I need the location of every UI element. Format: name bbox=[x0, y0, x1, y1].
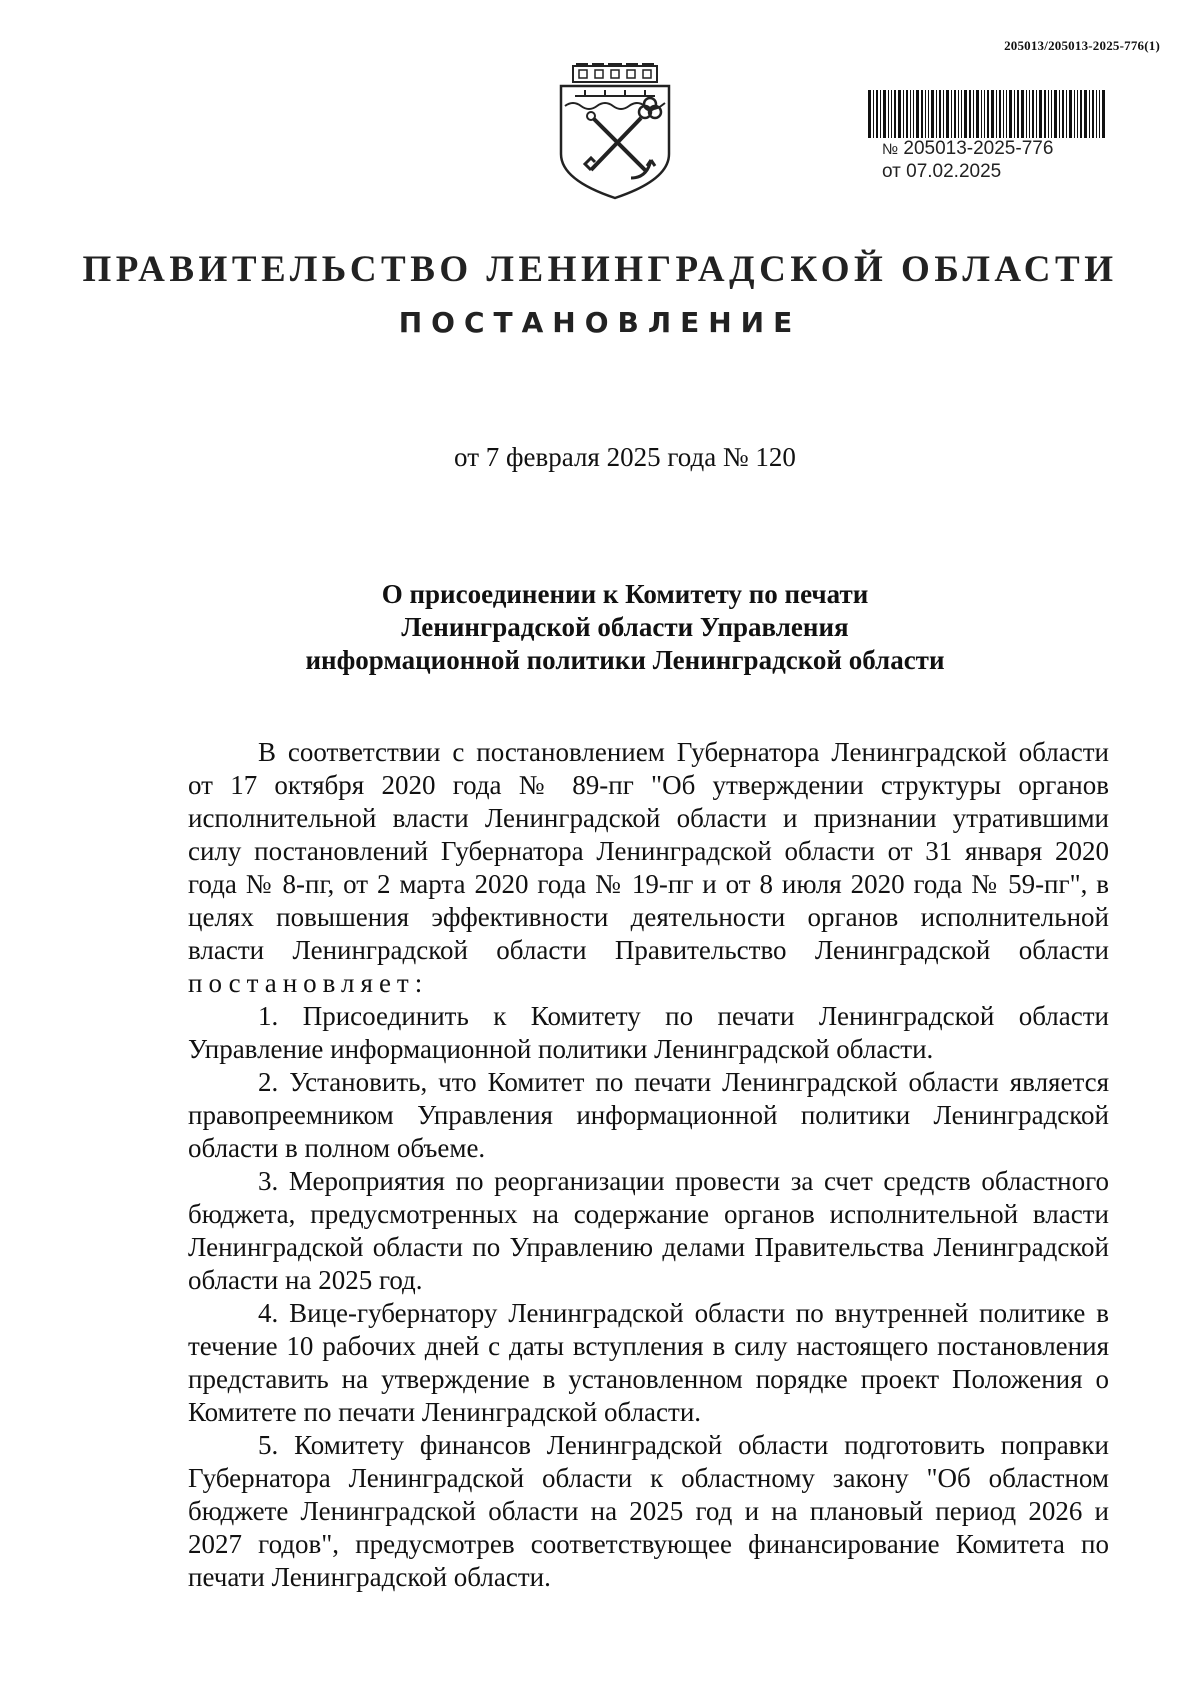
preamble-text: В соответствии с постановлением Губернатора Ленинградской области от 17 октября 2020 года № 89-пг "Об утверждении структуры органов исполнительной власти Ленинградской области и признании утратившими силу постановлений Губернатора Ленинградской области от 31 января 2020 года № 8-пг, от 2 марта 2020 года № 19-пг и от 8 июля 2020 года № 59-пг", в целях повышения эффективности деятельности органов исполнительной власти Ленинградской области Правительство Ленинградской области bbox=[188, 737, 1109, 965]
decree-date-number: от 7 февраля 2025 года № 120 bbox=[454, 442, 796, 472]
decree-body bbox=[188, 736, 1109, 1594]
decree-item: 2. Установить, что Комитет по печати Ленинградской области является правопреемником Управления информационной политики Ленинградской области в полном объеме. bbox=[188, 1067, 1109, 1163]
registration-date bbox=[882, 161, 1108, 183]
leningrad-oblast-coat-of-arms-icon bbox=[555, 62, 675, 202]
barcode-icon bbox=[868, 90, 1106, 138]
registration-stamp bbox=[868, 90, 1108, 183]
registration-date-value: 07.02.2025 bbox=[906, 161, 1002, 182]
registration-date-label: от bbox=[882, 161, 901, 182]
subject-line: информационной политики Ленинградской области bbox=[305, 645, 945, 675]
resolves-word: постановляет: bbox=[188, 968, 429, 998]
decree-type-title: ПОСТАНОВЛЕНИЕ bbox=[398, 306, 802, 339]
preamble-paragraph bbox=[188, 736, 1109, 1000]
document-reference: 205013/205013-2025-776(1) bbox=[1004, 38, 1160, 53]
registration-number bbox=[882, 138, 1108, 161]
subject-line: Ленинградской области Управления bbox=[401, 612, 849, 642]
registration-number-label: № bbox=[882, 141, 899, 158]
subject-line: О присоединении к Комитету по печати bbox=[381, 579, 869, 609]
government-title: ПРАВИТЕЛЬСТВО ЛЕНИНГРАДСКОЙ ОБЛАСТИ bbox=[82, 249, 1118, 290]
registration-number-value: 205013-2025-776 bbox=[903, 138, 1054, 159]
decree-item: 5. Комитету финансов Ленинградской области подготовить поправки Губернатора Ленинградской области к областному закону "Об областном бюджете Ленинградской области на 2025 год и на плановый период 2026 и 2027 годов", предусмотрев соответствующее финансирование Комитета по печати Ленинградской области. bbox=[188, 1430, 1109, 1592]
decree-subject bbox=[0, 578, 1200, 677]
decree-item: 3. Мероприятия по реорганизации провести за счет средств областного бюджета, предусмотренных на содержание органов исполнительной власти Ленинградской области по Управлению делами Правительства Ленинградской области на 2025 год. bbox=[188, 1166, 1109, 1295]
decree-item: 4. Вице-губернатору Ленинградской области по внутренней политике в течение 10 рабочих дней с даты вступления в силу настоящего постановления представить на утверждение в установленном порядке проект Положения о Комитете по печати Ленинградской области. bbox=[188, 1298, 1109, 1427]
decree-item: 1. Присоединить к Комитету по печати Ленинградской области Управление информационной политики Ленинградской области. bbox=[188, 1001, 1109, 1064]
